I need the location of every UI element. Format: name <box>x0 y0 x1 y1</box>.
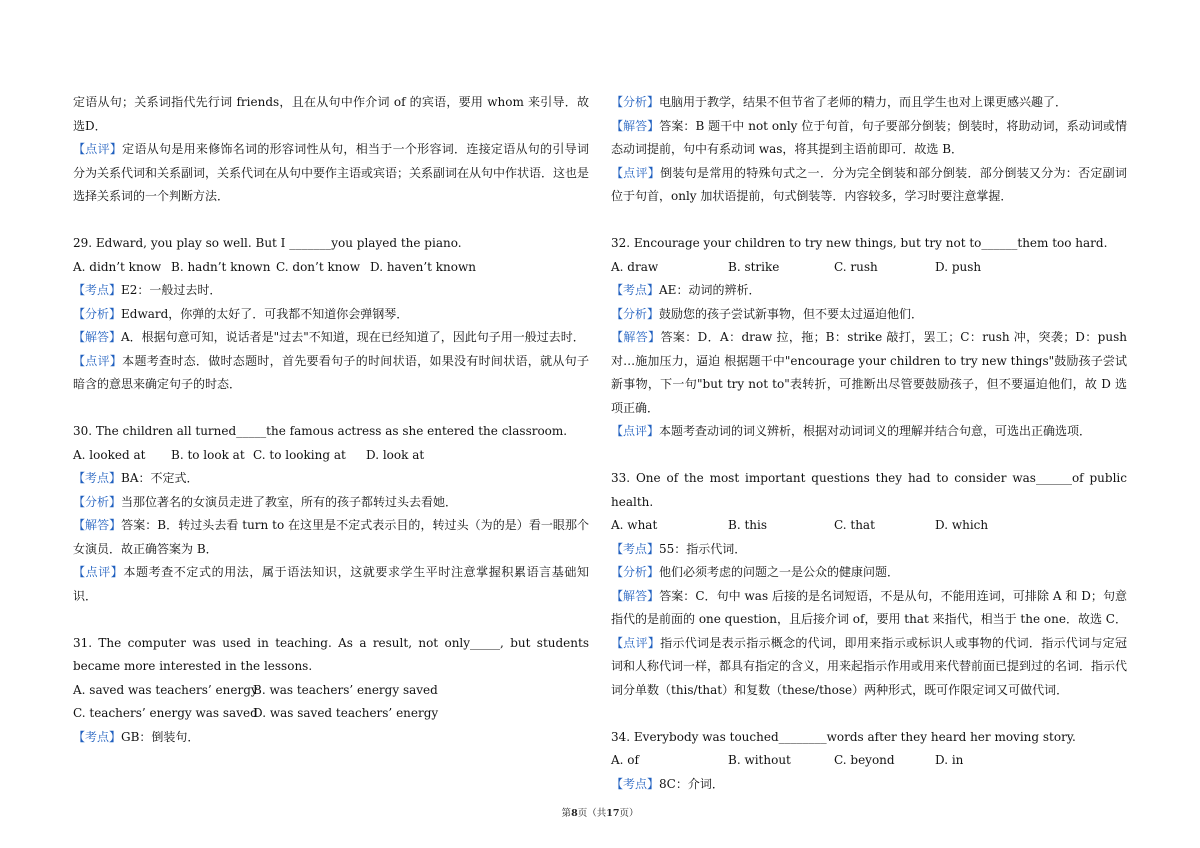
q28-dianping <box>73 138 589 209</box>
kaodian-text: E2：一般过去时． <box>121 283 222 297</box>
q32-kaodian <box>611 279 1127 303</box>
q32-dianping <box>611 420 1127 444</box>
q31-stem: 31. The computer was used in teaching. As a result, not only_____, but students became more interested in the lessons. <box>73 635 589 673</box>
kaodian-text: 8C：介词． <box>659 776 724 791</box>
fenxi-tag: 【分析】 <box>73 494 122 509</box>
total-pages: 17 <box>606 808 620 819</box>
q31-kaodian <box>73 726 589 750</box>
q32-option-c: C. rush <box>834 259 878 274</box>
q34-stem: 34. Everybody was touched________words after they heard her moving story. <box>611 729 1076 744</box>
q31-option-a: A. saved was teachers’ energy <box>73 682 258 697</box>
q28-answer-tail: 定语从句；关系词指代先行词 friends，且在从句中作介词 of 的宾语，要用 whom 来引导．故选D． <box>73 95 589 133</box>
q30-option-b: B. to look at <box>171 447 245 462</box>
q31-dianping <box>611 162 1127 209</box>
q29-option-a: A. didn’t know <box>73 259 162 274</box>
q29-stem: 29. Edward, you play so well. But I _______you played the piano. <box>73 236 462 250</box>
q32-jieda <box>611 326 1127 420</box>
q33-option-a: A. what <box>611 518 658 532</box>
q30-dianping <box>73 561 589 608</box>
q32-option-b: B. strike <box>728 259 780 274</box>
q32-options <box>611 256 1127 280</box>
q29-option-c: C. don’t know <box>276 259 360 274</box>
jieda-text: 答案：B 题干中 not only 位于句首，句子要部分倒装；倒装时，将助动词，系动词或情态动词提前，句中有系动词 was，将其提到主语前即可．故选 B． <box>611 118 1127 156</box>
jieda-tag: 【解答】 <box>611 330 661 344</box>
dianping-text: 本题考查不定式的用法，属于语法知识，这就要求学生平时注意掌握积累语言基础知识． <box>73 565 589 603</box>
dianping-tag: 【点评】 <box>73 565 124 579</box>
jieda-text: A．根据句意可知，说话者是"过去"不知道，现在已经知道了，因此句子用一般过去时． <box>121 330 585 344</box>
footer-prefix: 第 <box>561 808 572 819</box>
fenxi-text: 电脑用于教学，结果不但节省了老师的精力，而且学生也对上课更感兴趣了． <box>659 95 1068 109</box>
q29-options <box>73 256 589 280</box>
dianping-text: 倒装句是常用的特殊句式之一．分为完全倒装和部分倒装．部分倒装又分为：否定副词位于句首，only 加状语提前，句式倒装等．内容较多，学习时要注意掌握． <box>611 165 1127 203</box>
q29-dianping <box>73 350 589 397</box>
q33-option-c: C. that <box>834 518 875 532</box>
kaodian-text: BA：不定式． <box>121 471 199 485</box>
fenxi-text: 当那位著名的女演员走进了教室，所有的孩子都转过头去看她． <box>121 494 458 509</box>
q34-kaodian <box>611 773 1127 797</box>
q32-option-a: A. draw <box>611 259 659 274</box>
fenxi-text: 鼓励您的孩子尝试新事物，但不要太过逼迫他们． <box>659 306 924 321</box>
dianping-tag: 【点评】 <box>611 165 661 180</box>
q30-option-c: C. to looking at <box>253 447 346 462</box>
footer-suffix: 页） <box>619 808 639 819</box>
q31-options-row-2 <box>73 702 589 726</box>
left-column <box>73 91 589 749</box>
jieda-tag: 【解答】 <box>73 518 122 532</box>
fenxi-tag: 【分析】 <box>611 306 660 321</box>
dianping-tag: 【点评】 <box>73 353 123 368</box>
q33-dianping <box>611 632 1127 703</box>
kaodian-text: GB：倒装句． <box>121 729 200 744</box>
fenxi-text: Edward，你弹的太好了．可我都不知道你会弹钢琴． <box>121 306 409 321</box>
q30-kaodian <box>73 467 589 491</box>
right-column <box>611 91 1127 796</box>
q31-jieda <box>611 115 1127 162</box>
q29-option-b: B. hadn’t known <box>171 259 271 274</box>
q33-kaodian <box>611 538 1127 562</box>
jieda-tag: 【解答】 <box>73 330 122 344</box>
fenxi-tag: 【分析】 <box>73 306 122 321</box>
q32-fenxi <box>611 303 1127 327</box>
q29-fenxi <box>73 303 589 327</box>
dianping-text: 指示代词是表示指示概念的代词，即用来指示或标识人或事物的代词．指示代词与定冠词和人称代词一样，都具有指定的含义，用来起指示作用或用来代替前面已提到过的名词．指示代词分单数（this/that）和复数（these/those）两种形式，既可作限定词又可做代词． <box>611 635 1128 697</box>
dianping-text: 本题考查时态．做时态题时，首先要看句子的时间状语，如果没有时间状语，就从句子暗含的意思来确定句子的时态． <box>73 353 589 391</box>
kaodian-tag: 【考点】 <box>73 283 122 297</box>
kaodian-tag: 【考点】 <box>611 776 660 791</box>
q29-jieda <box>73 326 589 350</box>
q31-option-d: D. was saved teachers’ energy <box>253 706 439 720</box>
dianping-text: 定语从句是用来修饰名词的形容词性从句，相当于一个形容词．连接定语从句的引导词分为关系代词和关系副词，关系代词在从句中要作主语或宾语；关系副词在从句中作状语．这也是选择关系词的一个判断方法． <box>73 142 590 203</box>
q33-fenxi <box>611 561 1127 585</box>
q32-option-d: D. push <box>935 259 982 274</box>
q31-options-row-1 <box>73 679 589 703</box>
q32-stem: 32. Encourage your children to try new things, but try not to______them too hard. <box>611 236 1108 250</box>
kaodian-tag: 【考点】 <box>73 471 122 485</box>
q30-fenxi <box>73 491 589 515</box>
kaodian-text: 55：指示代词． <box>659 541 747 556</box>
fenxi-tag: 【分析】 <box>611 565 660 579</box>
q33-option-b: B. this <box>728 518 767 532</box>
dianping-text: 本题考查动词的词义辨析，根据对动词词义的理解并结合句意，可选出正确选项． <box>659 424 1092 438</box>
jieda-tag: 【解答】 <box>611 588 660 603</box>
q34-option-d: D. in <box>935 753 964 767</box>
q31-option-c: C. teachers’ energy was saved <box>73 706 258 720</box>
q34-option-a: A. of <box>611 753 639 767</box>
dianping-tag: 【点评】 <box>611 635 661 650</box>
q33-options <box>611 514 1127 538</box>
jieda-text: 答案：B．转过头去看 turn to 在这里是不定式表示目的，转过头（为的是）看一眼那个女演员．故正确答案为 B． <box>73 518 589 556</box>
q34-option-b: B. without <box>728 753 791 767</box>
jieda-text: 答案：D．A：draw 拉，拖；B：strike 敲打，罢工；C：rush 冲，突袭；D：push 对…施加压力，逼迫 根据题干中"encourage your children to try new things"鼓励孩子尝试新事物，下一句"but try not to"表转折，可推断出尽管要鼓励孩子，但不要逼迫他们，故 D 选项正确． <box>611 330 1127 415</box>
fenxi-text: 他们必须考虑的问题之一是公众的健康问题． <box>659 565 900 579</box>
footer-middle: 页（共 <box>577 808 607 819</box>
dianping-tag: 【点评】 <box>611 424 660 438</box>
page-number: 8 <box>571 808 578 819</box>
q30-option-a: A. looked at <box>73 447 146 462</box>
kaodian-tag: 【考点】 <box>611 283 660 297</box>
kaodian-tag: 【考点】 <box>73 729 122 744</box>
q34-option-c: C. beyond <box>834 753 895 767</box>
q30-stem: 30. The children all turned_____the famous actress as she entered the classroom. <box>73 424 568 438</box>
dianping-tag: 【点评】 <box>73 142 123 156</box>
q29-kaodian <box>73 279 589 303</box>
q34-options <box>611 749 1127 773</box>
fenxi-tag: 【分析】 <box>611 95 660 109</box>
q33-jieda <box>611 585 1127 632</box>
q30-options <box>73 444 589 468</box>
page-footer <box>0 805 1200 819</box>
q33-stem: 33. One of the most important questions they had to consider was______of public health. <box>611 471 1127 509</box>
q30-jieda <box>73 514 589 561</box>
jieda-text: 答案：C．句中 was 后接的是名词短语，不是从句，不能用连词，可排除 A 和 D；句意指代的是前面的 one question，且后接介词 of，要用 that 来指代，相当于 the one．故选 C． <box>611 588 1127 626</box>
jieda-tag: 【解答】 <box>611 118 660 133</box>
q33-option-d: D. which <box>935 518 989 532</box>
q30-option-d: D. look at <box>366 447 425 462</box>
kaodian-tag: 【考点】 <box>611 541 660 556</box>
q31-fenxi <box>611 91 1127 115</box>
kaodian-text: AE：动词的辨析． <box>659 283 761 297</box>
q29-option-d: D. haven’t known <box>370 259 476 274</box>
q31-option-b: B. was teachers’ energy saved <box>253 682 438 697</box>
